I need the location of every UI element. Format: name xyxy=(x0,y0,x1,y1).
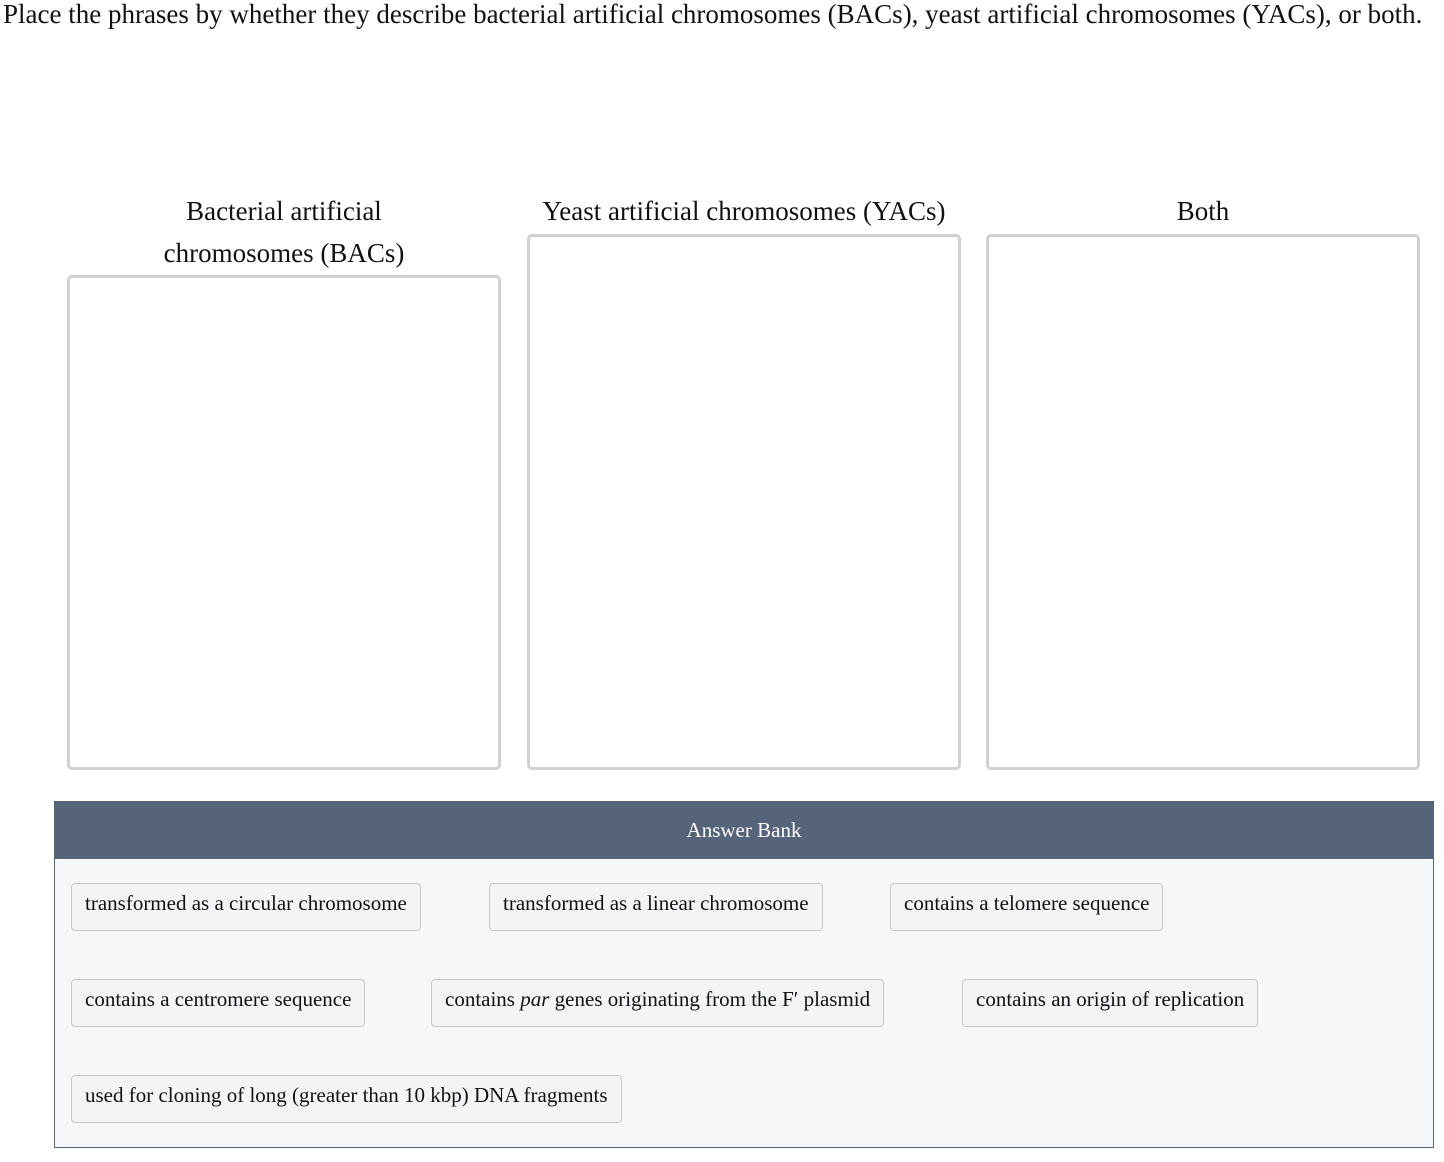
column-label-bacs xyxy=(69,190,499,274)
answer-chip-par-genes-italic: par xyxy=(520,987,550,1011)
instructions: Place the phrases by whether they describe bacterial artificial chromosomes (BACs), yeast artificial chromosomes (YACs), or both. xyxy=(3,0,1423,29)
column-label-both: Both xyxy=(1176,196,1230,226)
answer-bank-header: Answer Bank xyxy=(55,802,1433,859)
answer-chip-telomere-sequence[interactable]: contains a telomere sequence xyxy=(890,883,1163,931)
answer-chip-centromere-sequence[interactable]: contains a centromere sequence xyxy=(71,979,365,1027)
dropzone-yacs[interactable] xyxy=(527,234,961,770)
answer-chip-par-genes-before: contains xyxy=(445,987,521,1011)
column-label-yacs: Yeast artificial chromosomes (YACs) xyxy=(542,196,946,226)
dropzone-both[interactable] xyxy=(986,234,1420,770)
column-label-bacs-line1: Bacterial artificial xyxy=(186,196,382,226)
answer-chip-linear-chromosome[interactable]: transformed as a linear chromosome xyxy=(489,883,823,931)
answer-chip-circular-chromosome[interactable]: transformed as a circular chromosome xyxy=(71,883,421,931)
answer-chip-origin-of-replication[interactable]: contains an origin of replication xyxy=(962,979,1258,1027)
answer-chip-par-genes[interactable] xyxy=(431,979,884,1027)
answer-chip-par-genes-after: genes originating from the F′ plasmid xyxy=(549,987,871,1011)
answer-chip-long-dna-fragments[interactable]: used for cloning of long (greater than 10 kbp) DNA fragments xyxy=(71,1075,622,1123)
column-label-bacs-line2: chromosomes (BACs) xyxy=(163,238,405,268)
answer-bank xyxy=(54,801,1434,1148)
dropzone-bacs[interactable] xyxy=(67,275,501,770)
